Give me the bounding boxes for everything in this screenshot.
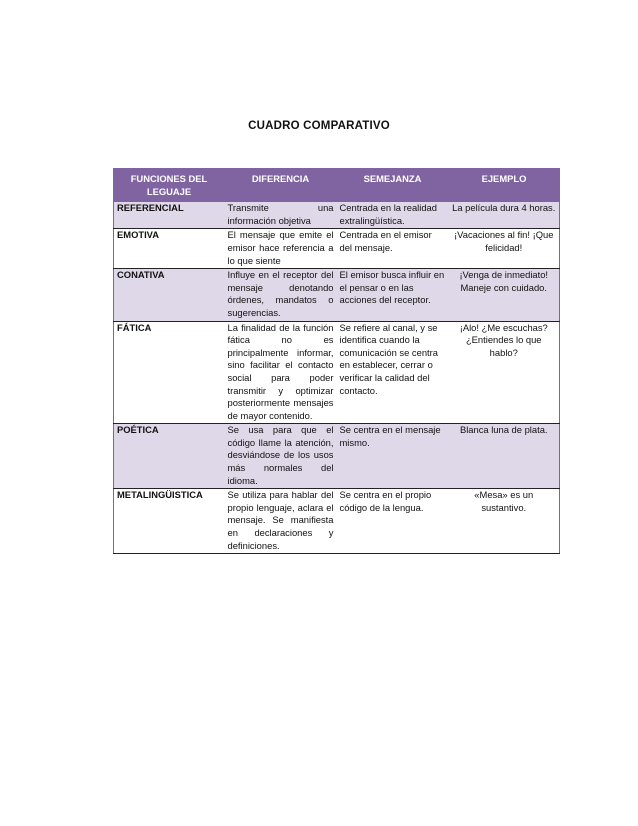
cell-funcion: REFERENCIAL — [114, 202, 225, 229]
cell-diferencia: Se utiliza para hablar del propio lenguaje, aclara el mensaje. Se manifiesta en declaraciones y definiciones. — [225, 489, 337, 554]
cell-ejemplo: ¡Alo! ¿Me escuchas? ¿Entiendes lo que hablo? — [449, 321, 560, 424]
cell-semejanza: Se centra en el propio código de la lengua. — [337, 489, 449, 554]
cell-ejemplo: Blanca luna de plata. — [449, 424, 560, 489]
header-funciones: FUNCIONES DEL LEGUAJE — [114, 169, 225, 202]
table-row — [114, 424, 560, 489]
cell-diferencia: Se usa para que el código llame la atención, desviándose de los usos más normales del idioma. — [225, 424, 337, 489]
cell-ejemplo: «Mesa» es un sustantivo. — [449, 489, 560, 554]
cell-diferencia: El mensaje que emite el emisor hace referencia a lo que siente — [225, 229, 337, 269]
table-row — [114, 321, 560, 424]
header-semejanza: SEMEJANZA — [337, 169, 449, 202]
cell-semejanza: Centrada en el emisor del mensaje. — [337, 229, 449, 269]
document-title: CUADRO COMPARATIVO — [248, 120, 390, 132]
table-row — [114, 489, 560, 554]
cell-diferencia: La finalidad de la función fática no es principalmente informar, sino facilitar el contacto social para poder transmitir y optimizar posteriormente mensajes de mayor contenido. — [225, 321, 337, 424]
cell-ejemplo: La película dura 4 horas. — [449, 202, 560, 229]
cell-semejanza: Se centra en el mensaje mismo. — [337, 424, 449, 489]
cell-funcion: FÁTICA — [114, 321, 225, 424]
cell-funcion: POÉTICA — [114, 424, 225, 489]
cell-semejanza: Se refiere al canal, y se identifica cuando la comunicación se centra en establecer, cerrar o verificar la calidad del contacto. — [337, 321, 449, 424]
header-ejemplo: EJEMPLO — [449, 169, 560, 202]
table-row — [114, 202, 560, 229]
cell-diferencia: Transmite una información objetiva — [225, 202, 337, 229]
table-row — [114, 269, 560, 321]
table-header-row — [114, 169, 560, 202]
cell-funcion: METALINGÜISTICA — [114, 489, 225, 554]
cell-funcion: CONATIVA — [114, 269, 225, 321]
cell-ejemplo: ¡Vacaciones al fin! ¡Que felicidad! — [449, 229, 560, 269]
comparison-table — [113, 168, 560, 554]
cell-funcion: EMOTIVA — [114, 229, 225, 269]
cell-diferencia: Influye en el receptor del mensaje denotando órdenes, mandatos o sugerencias. — [225, 269, 337, 321]
cell-ejemplo: ¡Venga de inmediato! Maneje con cuidado. — [449, 269, 560, 321]
cell-semejanza: El emisor busca influir en el pensar o en las acciones del receptor. — [337, 269, 449, 321]
header-diferencia: DIFERENCIA — [225, 169, 337, 202]
cell-semejanza: Centrada en la realidad extralingüística. — [337, 202, 449, 229]
table-row — [114, 229, 560, 269]
